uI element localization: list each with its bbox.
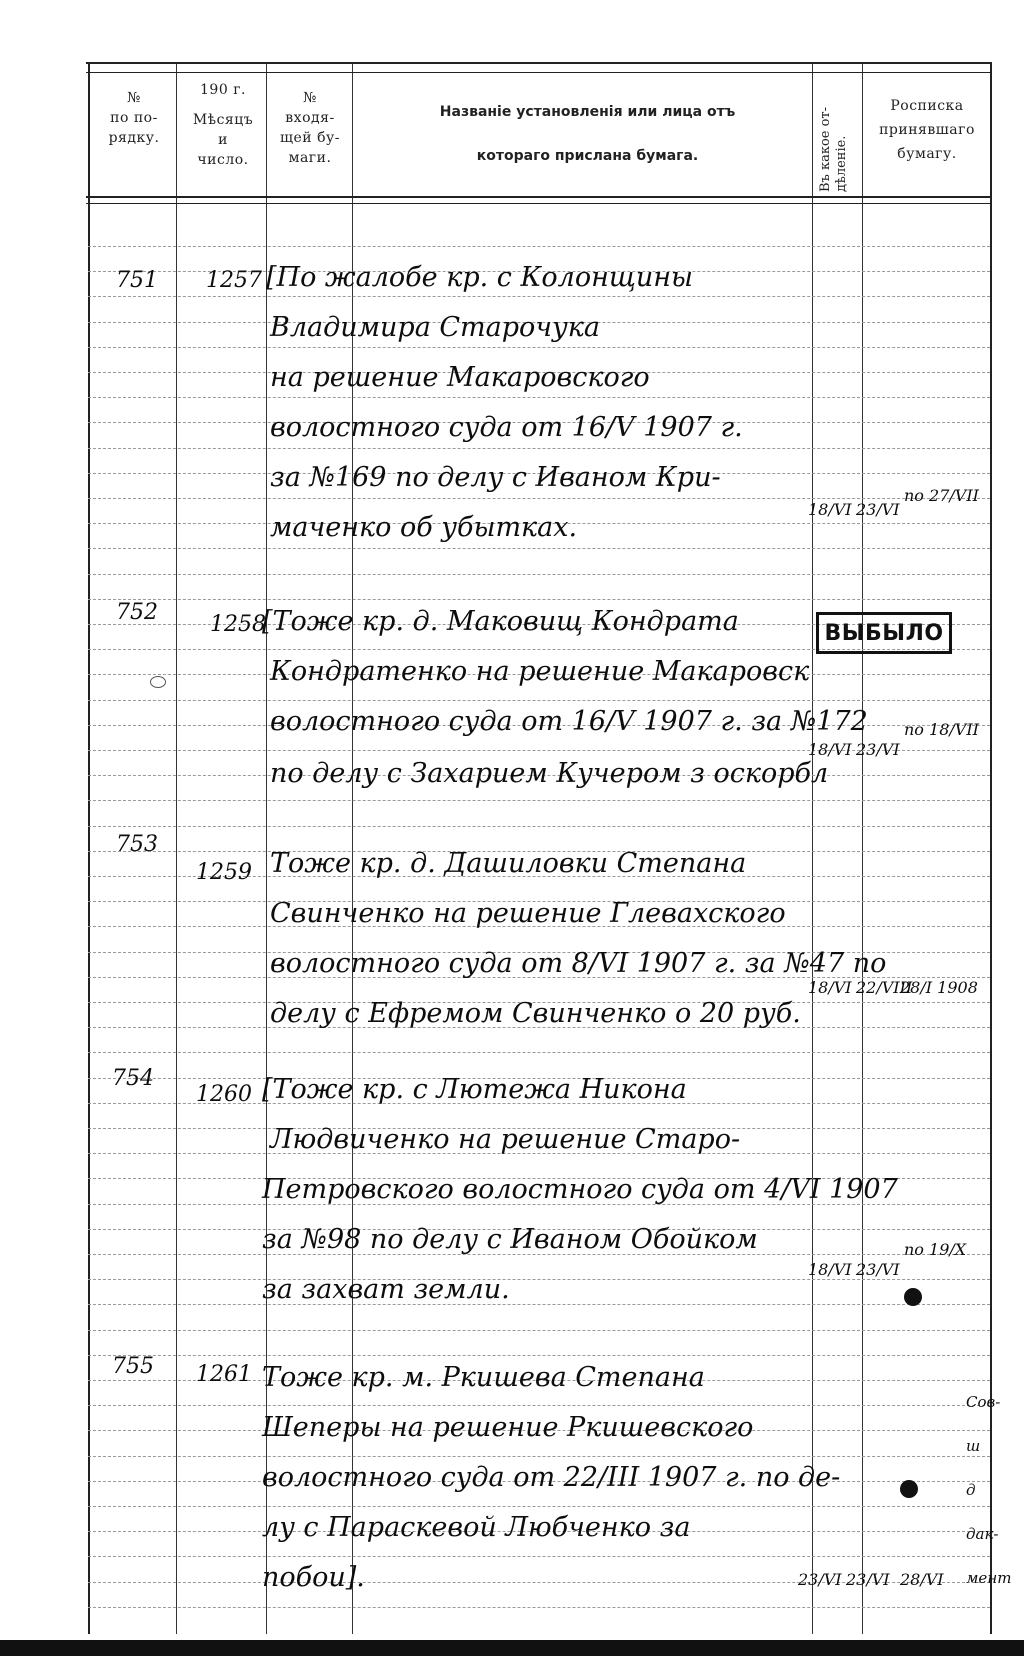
entry-number: 752 [116, 600, 158, 625]
scan-bottom-edge [0, 1640, 1024, 1656]
entry-mark: 23/VI [846, 1570, 890, 1589]
ruled-line [88, 397, 990, 398]
entry-mark: 23/VI [856, 740, 900, 759]
ruled-line [88, 599, 990, 600]
entry-mark: 23/VI [798, 1570, 842, 1589]
ruled-line [88, 347, 990, 348]
entry-mark: 23/VI [856, 1260, 900, 1279]
ruled-line [88, 826, 990, 827]
ruled-line [88, 574, 990, 575]
header-text: котораго прислана бумага. [476, 148, 699, 164]
ruled-line [88, 1405, 990, 1406]
entry-mark: 18/VI [808, 740, 852, 759]
ruled-line [88, 800, 990, 801]
top-border-line [86, 62, 992, 64]
entry-text-line: Свинченко на решение Глевахского [270, 898, 786, 929]
header-text: дѣленіе. [834, 135, 849, 192]
header-text: число. [197, 152, 249, 168]
margin-note [966, 1380, 1011, 1600]
entry-mark: 28/VI [900, 1570, 944, 1589]
entry-text-line: делу с Ефремом Свинченко о 20 руб. [270, 998, 801, 1029]
entry-incoming-number: 1257 [206, 268, 262, 293]
ruled-line [88, 1607, 990, 1608]
margin-note-line: мент [966, 1569, 1012, 1587]
header-text: щей бу- [280, 130, 340, 146]
entry-number: 755 [112, 1354, 154, 1379]
entry-text-line: волостного суда от 16/V 1907 г. за №172 [270, 706, 868, 737]
entry-number: 751 [116, 268, 158, 293]
header-text: Названіе установленія или лица отъ [439, 104, 736, 120]
header-text: по по- [110, 110, 158, 126]
entry-mark: 28/I 1908 [900, 978, 978, 997]
entry-text-line: лу с Параскевой Любченко за [262, 1512, 691, 1543]
entry-text-line: волостного суда от 16/V 1907 г. [270, 412, 743, 443]
entry-number: 753 [116, 832, 158, 857]
ruled-line [88, 1052, 990, 1053]
ink-blot [904, 1288, 922, 1306]
entry-mark: по 19/X [904, 1240, 967, 1259]
header-text: входя- [285, 110, 335, 126]
entry-mark: 18/VI [808, 1260, 852, 1279]
entry-text-line: Шеперы на решение Ркишевского [262, 1412, 754, 1443]
entry-text-line: Кондратенко на решение Макаровск [270, 656, 810, 687]
ruled-line [88, 1506, 990, 1507]
header-text: Мѣсяцъ [192, 112, 254, 128]
entry-text-line: за №169 по делу с Иваном Кри- [270, 462, 721, 493]
entry-text-line: побои]. [262, 1562, 365, 1593]
ruled-line [88, 1304, 990, 1305]
header-text: бумагу. [897, 146, 957, 162]
entry-text-line: волостного суда от 22/III 1907 г. по де- [262, 1462, 841, 1493]
header-number-column [96, 88, 172, 148]
margin-circle-mark [150, 676, 166, 688]
entry-incoming-number: 1259 [196, 860, 252, 885]
column-divider [812, 62, 813, 1634]
ruled-line [88, 1279, 990, 1280]
entry-text-line: Петровского волостного суда от 4/VI 1907 [262, 1174, 898, 1205]
header-department-column [818, 82, 850, 192]
stamp-vybylo: ВЫБЫЛО [816, 612, 952, 654]
left-border-line [88, 62, 90, 1634]
ruled-line [88, 548, 990, 549]
margin-note-line: дак- [966, 1525, 999, 1543]
margin-note-line: Сов- [966, 1393, 1001, 1411]
ruled-line [88, 448, 990, 449]
ruled-line [88, 498, 990, 499]
header-text: Въ какое от- [818, 106, 833, 192]
margin-note-line: д [966, 1481, 976, 1499]
ruled-line [88, 1330, 990, 1331]
ink-blot [900, 1480, 918, 1498]
ruled-line [88, 1456, 990, 1457]
column-divider [176, 62, 177, 1634]
entry-incoming-number: 1260 [196, 1082, 252, 1107]
header-text: № [127, 90, 141, 106]
header-text: Росписка [890, 98, 964, 114]
entry-mark: 23/VI [856, 500, 900, 519]
ruled-line [88, 1355, 990, 1356]
header-incoming-column [270, 88, 350, 168]
header-bottom-line [86, 196, 992, 198]
header-name-column [365, 104, 810, 164]
ruled-line [88, 750, 990, 751]
entry-mark: по 27/VII [904, 486, 979, 505]
entry-text-line: за №98 по делу с Иваном Обойком [262, 1224, 758, 1255]
entry-mark: по 18/VII [904, 720, 979, 739]
entry-text-line: [По жалобе кр. с Колонщины [266, 262, 694, 293]
entry-text-line: за захват земли. [262, 1274, 510, 1305]
entry-text-line: Тоже кр. д. Дашиловки Степана [270, 848, 747, 879]
entry-text-line: маченко об убытках. [270, 512, 578, 543]
entry-text-line: Владимира Старочука [270, 312, 600, 343]
ruled-line [88, 1556, 990, 1557]
entry-mark: 18/VI [808, 500, 852, 519]
entry-text-line: по делу с Захарием Кучером з оскорбл [270, 758, 829, 789]
header-date-column [182, 80, 264, 170]
header-receipt-column [866, 96, 988, 164]
entry-text-line: волостного суда от 8/VI 1907 г. за №47 по [270, 948, 887, 979]
ruled-line [88, 246, 990, 247]
header-text: 190 г. [200, 82, 246, 98]
entry-incoming-number: 1261 [196, 1362, 252, 1387]
entry-text-line: Людвиченко на решение Старо- [270, 1124, 741, 1155]
entry-text-line: [Тоже кр. д. Маковищ Кондрата [262, 606, 739, 637]
ruled-line [88, 296, 990, 297]
entry-text-line: [Тоже кр. с Лютежа Никона [262, 1074, 687, 1105]
entry-number: 754 [112, 1066, 154, 1091]
header-text: и [218, 132, 228, 148]
header-bottom-line [86, 203, 992, 204]
margin-note-line: ш [966, 1437, 981, 1455]
entry-text-line: Тоже кр. м. Ркишева Степана [262, 1362, 705, 1393]
header-text: принявшаго [879, 122, 975, 138]
entry-mark: 18/VI [808, 978, 852, 997]
header-text: маги. [288, 150, 332, 166]
column-divider [266, 62, 267, 1634]
entry-incoming-number: 1258 [210, 612, 266, 637]
top-border-line [86, 72, 992, 73]
header-text: рядку. [108, 130, 160, 146]
header-text: № [303, 90, 317, 106]
entry-text-line: на решение Макаровского [270, 362, 650, 393]
column-divider [862, 62, 863, 1634]
entry-mark: 22/VIII [856, 978, 913, 997]
ruled-line [88, 700, 990, 701]
